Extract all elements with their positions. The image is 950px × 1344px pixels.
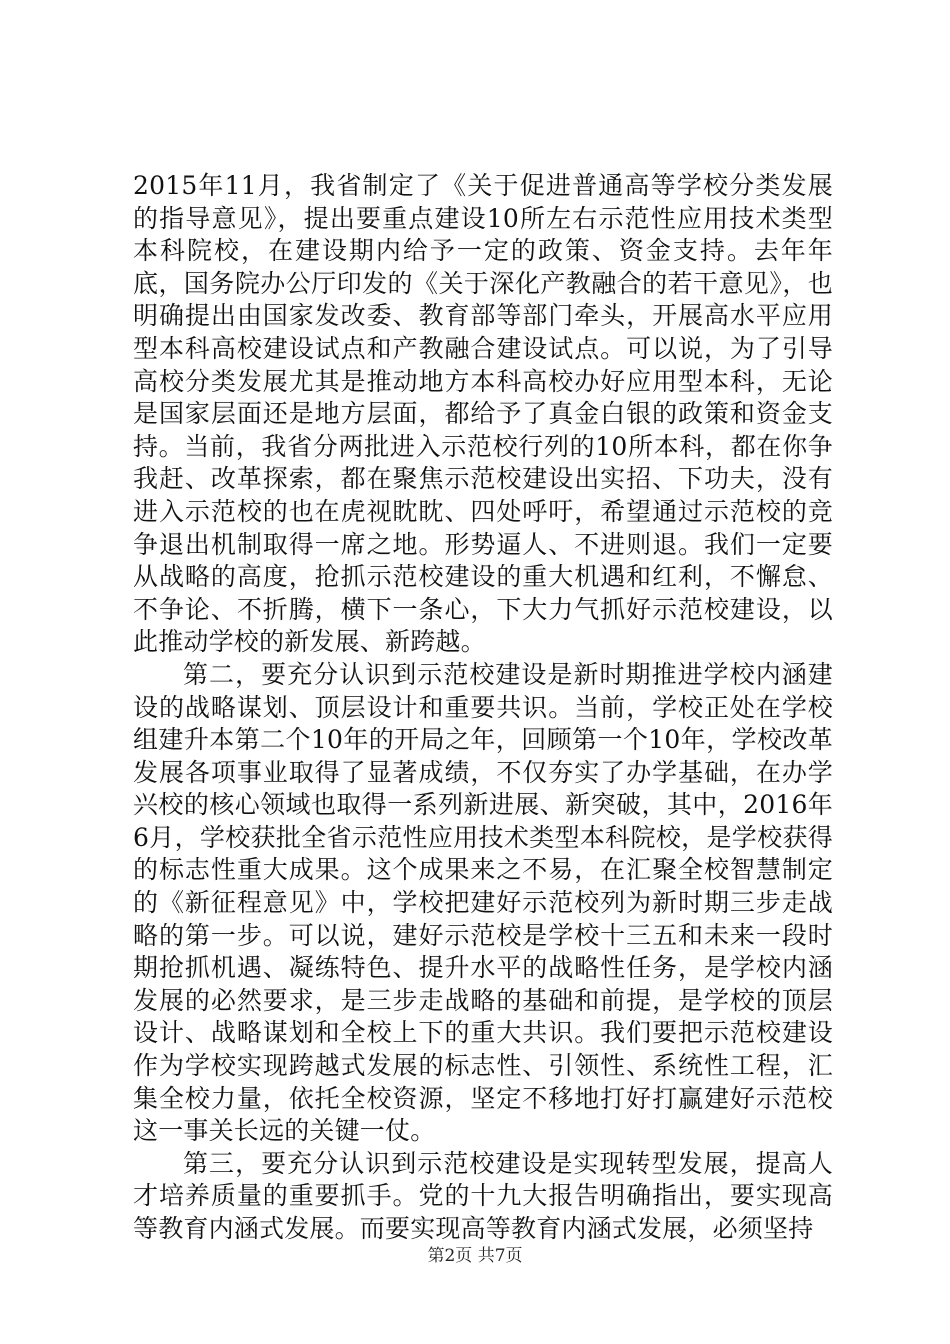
page-footer: 第2页 共7页	[427, 1246, 523, 1266]
paragraph-3: 第三，要充分认识到示范校建设是实现转型发展，提高人才培养质量的重要抓手。党的十九大报告明确指出，要实现高等教育内涵式发展。而要实现高等教育内涵式发展，必须坚持	[133, 1148, 833, 1243]
paragraph-2: 第二，要充分认识到示范校建设是新时期推进学校内涵建设的战略谋划、顶层设计和重要共识。当前，学校正处在学校组建升本第二个10年的开局之年，回顾第一个10年，学校改革发展各项事业取得了显著成绩，不仅夯实了办学基础，在办学兴校的核心领域也取得一系列新进展、新突破，其中，2016年6月，学校获批全省示范性应用技术类型本科院校，是学校获得的标志性重大成果。这个成果来之不易，在汇聚全校智慧制定的《新征程意见》中，学校把建好示范校列为新时期三步走战略的第一步。可以说，建好示范校是学校十三五和未来一段时期抢抓机遇、凝练特色、提升水平的战略性任务，是学校内涵发展的必然要求，是三步走战略的基础和前提，是学校的顶层设计、战略谋划和全校上下的重大共识。我们要把示范校建设作为学校实现跨越式发展的标志性、引领性、系统性工程，汇集全校力量，依托全校资源，坚定不移地打好打赢建好示范校这一事关长远的关键一仗。	[133, 659, 833, 1146]
paragraph-1: 2015年11月，我省制定了《关于促进普通高等学校分类发展的指导意见》，提出要重点建设10所左右示范性应用技术类型本科院校，在建设期内给予一定的政策、资金支持。去年年底，国务院办公厅印发的《关于深化产教融合的若干意见》，也明确提出由国家发改委、教育部等部门牵头，开展高水平应用型本科高校建设试点和产教融合建设试点。可以说，为了引导高校分类发展尤其是推动地方本科高校办好应用型本科，无论是国家层面还是地方层面，都给予了真金白银的政策和资金支持。当前，我省分两批进入示范校行列的10所本科，都在你争我赶、改革探索，都在聚焦示范校建设出实招、下功夫，没有进入示范校的也在虎视眈眈、四处呼吁，希望通过示范校的竞争退出机制取得一席之地。形势逼人、不进则退。我们一定要从战略的高度，抢抓示范校建设的重大机遇和红利，不懈怠、不争论、不折腾，横下一条心，下大力气抓好示范校建设，以此推动学校的新发展、新跨越。	[133, 171, 833, 657]
body-text	[133, 170, 833, 1246]
